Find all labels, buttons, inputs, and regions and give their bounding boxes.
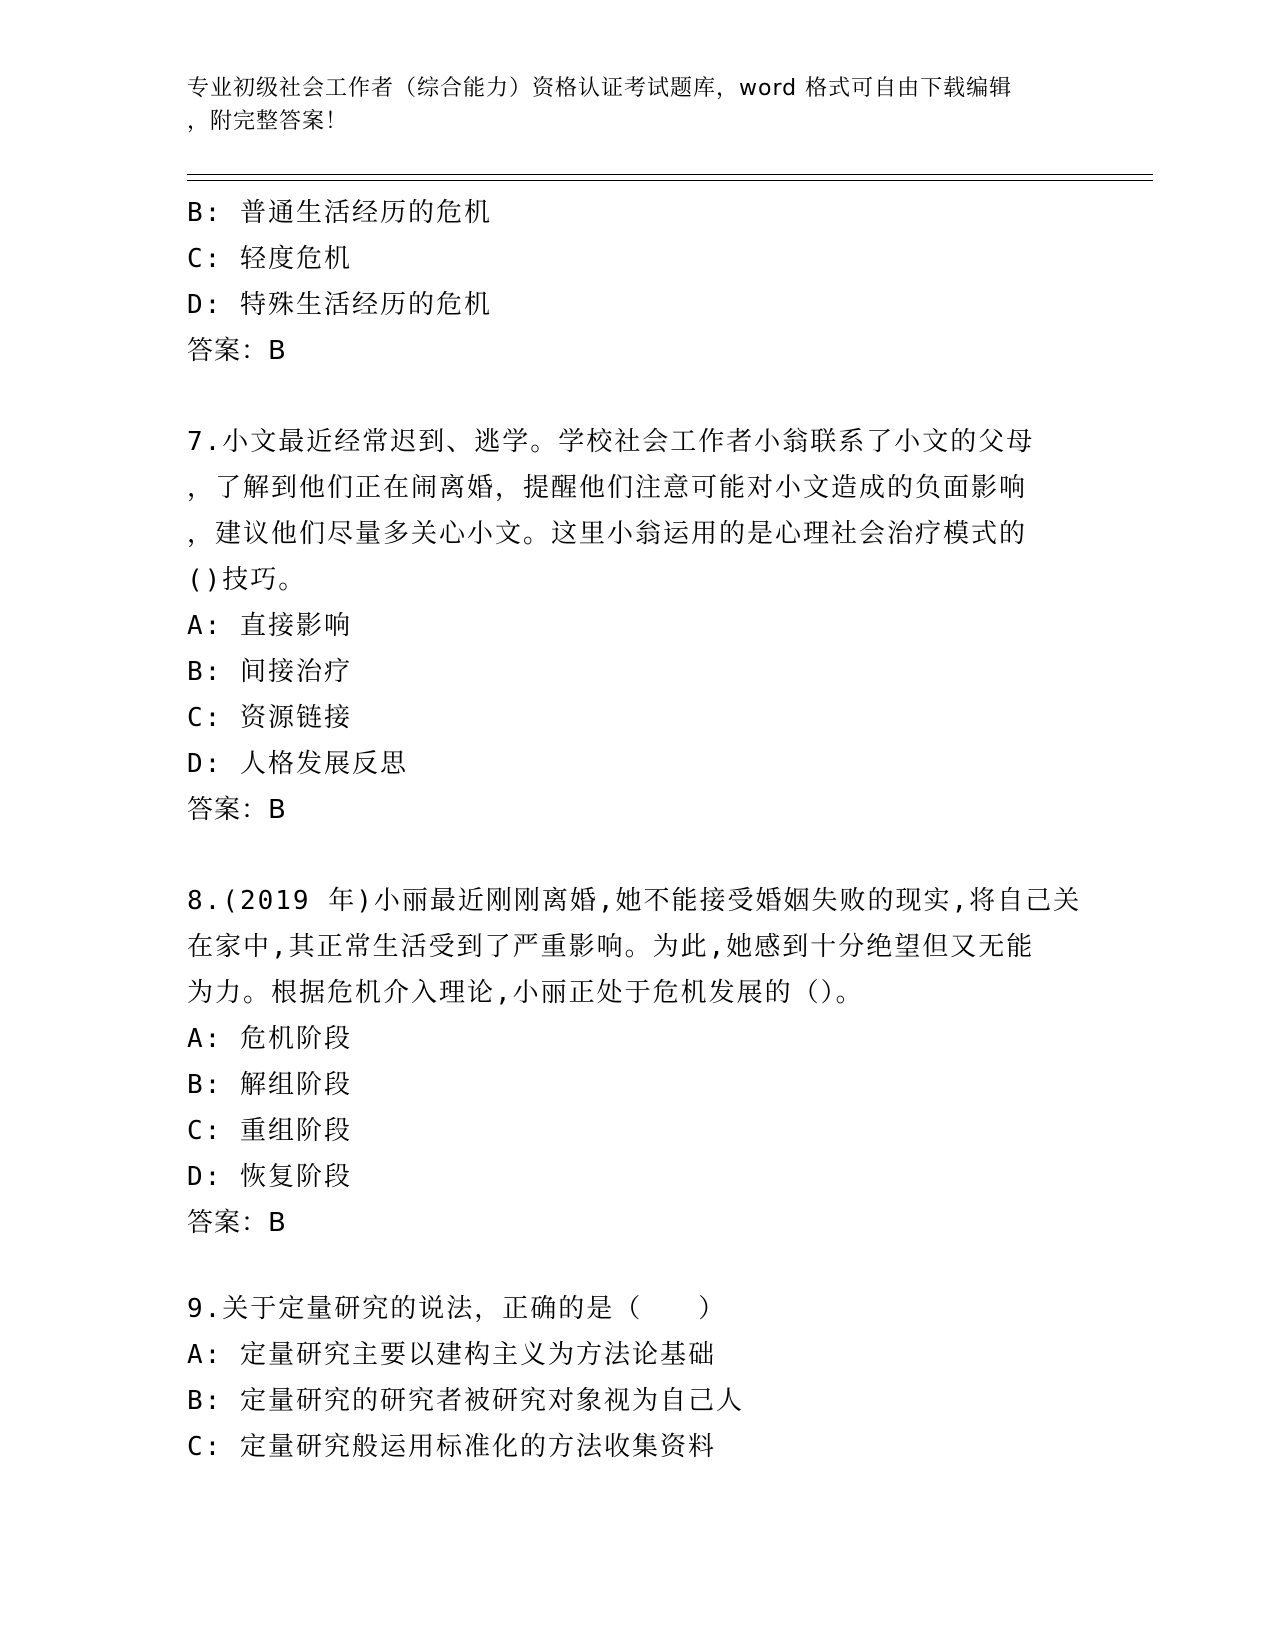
answer-line: 答案：B [187,1208,287,1238]
question-text-line: 7.小文最近经常迟到、逃学。学校社会工作者小翁联系了小文的父母 [187,427,1035,457]
option-b: B: 间接治疗 [187,657,352,687]
option-a: A: 危机阶段 [187,1024,352,1054]
option-c: C: 定量研究般运用标准化的方法收集资料 [187,1432,716,1462]
header-divider-bottom [187,180,1153,181]
question-text-line: 9.关于定量研究的说法，正确的是（ ） [187,1294,727,1324]
spacer [187,1246,1087,1286]
option-c: C: 轻度危机 [187,244,352,274]
option-d: D: 人格发展反思 [187,749,408,779]
option-d: D: 特殊生活经历的危机 [187,290,492,320]
option-b: B: 定量研究的研究者被研究对象视为自己人 [187,1386,744,1416]
question-7 [187,419,1087,833]
question-text-line: ，建议他们尽量多关心小文。这里小翁运用的是心理社会治疗模式的 [187,519,1028,549]
header-title-line-1: 专业初级社会工作者（综合能力）资格认证考试题库，word 格式可自由下载编辑 [187,76,1013,101]
question-text-line: 为力。根据危机介入理论,小丽正处于危机发展的（）。 [187,978,864,1008]
question-text-line: 在家中,其正常生活受到了严重影响。为此,她感到十分绝望但又无能 [187,932,1035,962]
question-text-line: ()技巧。 [187,565,307,595]
option-b: B: 解组阶段 [187,1070,352,1100]
header-divider-top [187,174,1153,175]
question-8 [187,878,1087,1246]
question-text-line: ，了解到他们正在闹离婚，提醒他们注意可能对小文造成的负面影响 [187,473,1028,503]
document-header [187,72,1067,138]
question-9 [187,1286,1087,1470]
option-b: B: 普通生活经历的危机 [187,198,492,228]
question-text-line: 8.(2019 年)小丽最近刚刚离婚,她不能接受婚姻失败的现实,将自己关 [187,886,1082,916]
option-a: A: 定量研究主要以建构主义为方法论基础 [187,1340,716,1370]
question-6 [187,190,1087,374]
option-c: C: 重组阶段 [187,1116,352,1146]
spacer [187,833,1087,878]
answer-line: 答案：B [187,795,287,825]
option-d: D: 恢复阶段 [187,1162,352,1192]
answer-line: 答案：B [187,336,287,366]
option-c: C: 资源链接 [187,703,352,733]
option-a: A: 直接影响 [187,611,352,641]
spacer [187,374,1087,419]
header-title-line-2: ，附完整答案！ [187,109,349,134]
question-list [187,190,1087,1470]
